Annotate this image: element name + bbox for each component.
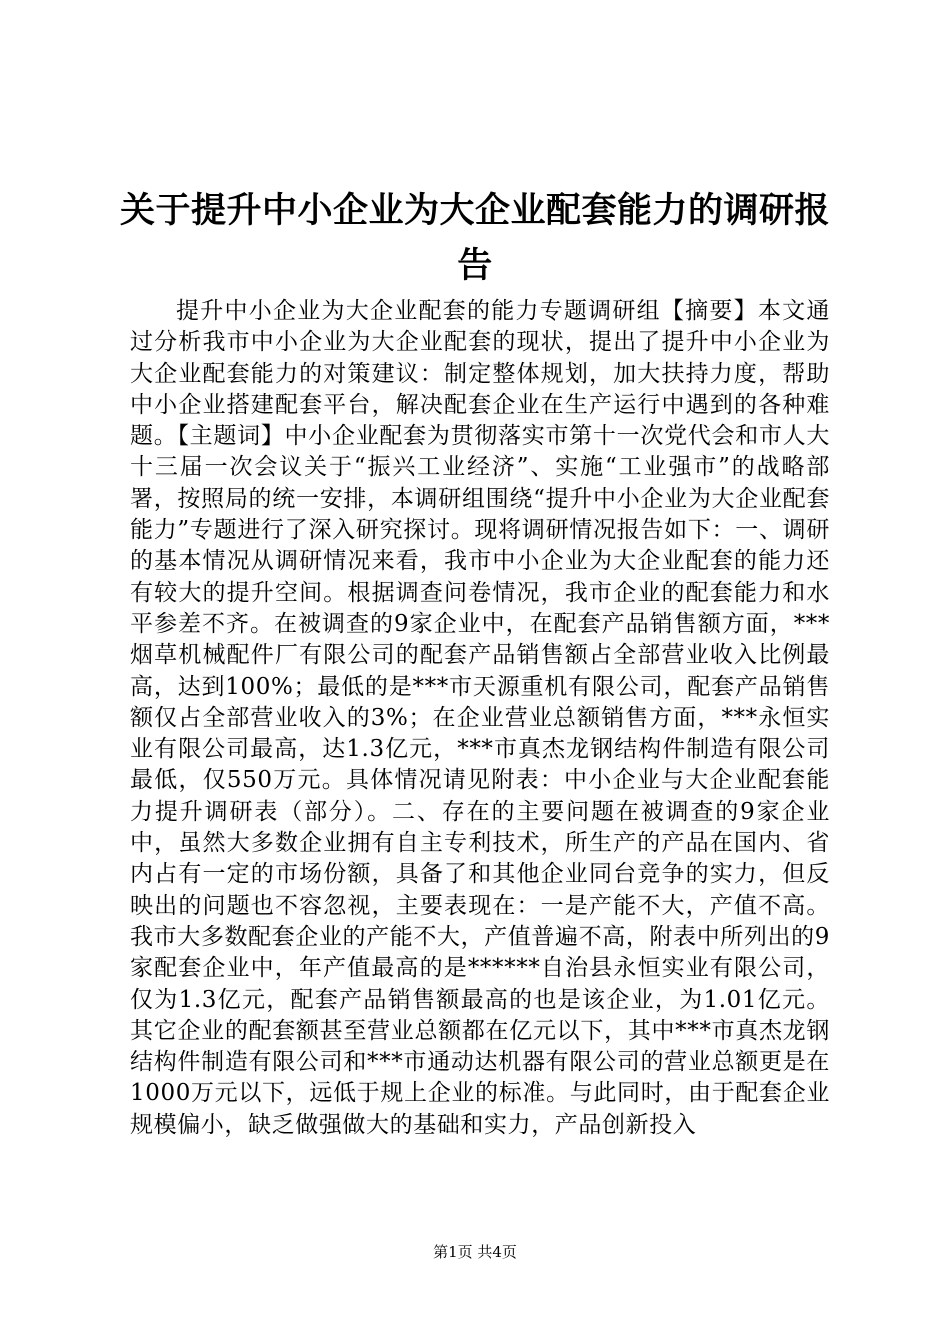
document-body: 提升中小企业为大企业配套的能力专题调研组【摘要】本文通过分析我市中小企业为大企业配套的现状，提出了提升中小企业为大企业配套能力的对策建议：制定整体规划，加大扶持力度，帮助中小企业搭建配套平台，解决配套企业在生产运行中遇到的各种难题。【主题词】中小企业配套为贯彻落实市第十一次党代会和市人大十三届一次会议关于“振兴工业经济”、实施“工业强市”的战略部署，按照局的统一安排，本调研组围绕“提升中小企业为大企业配套能力”专题进行了深入研究探讨。现将调研情况报告如下：一、调研的基本情况从调研情况来看，我市中小企业为大企业配套的能力还有较大的提升空间。根据调查问卷情况，我市企业的配套能力和水平参差不齐。在被调查的9家企业中，在配套产品销售额方面，***烟草机械配件厂有限公司的配套产品销售额占全部营业收入比例最高，达到100%；最低的是***市天源重机有限公司，配套产品销售额仅占全部营业收入的3%；在企业营业总额销售方面，***永恒实业有限公司最高，达1.3亿元，***市真杰龙钢结构件制造有限公司最低，仅550万元。具体情况请见附表：中小企业与大企业配套能力提升调研表（部分）。二、存在的主要问题在被调查的9家企业中，虽然大多数企业拥有自主专利技术，所生产的产品在国内、省内占有一定的市场份额，具备了和其他企业同台竞争的实力，但反映出的问题也不容忽视，主要表现在：一是产能不大，产值不高。我市大多数配套企业的产能不大，产值普遍不高，附表中所列出的9家配套企业中，年产值最高的是******自治县永恒实业有限公司，仅为1.3亿元，配套产品销售额最高的也是该企业，为1.01亿元。其它企业的配套额甚至营业总额都在亿元以下，其中***市真杰龙钢结构件制造有限公司和***市通动达机器有限公司的营业总额更是在1000万元以下，远低于规上企业的标准。与此同时，由于配套企业规模偏小，缺乏做强做大的基础和实力，产品创新投入 (130, 298, 830, 1138)
document-title: 关于提升中小企业为大企业配套能力的调研报告 (120, 191, 831, 286)
page-footer: 第1页 共4页 (433, 1243, 517, 1261)
